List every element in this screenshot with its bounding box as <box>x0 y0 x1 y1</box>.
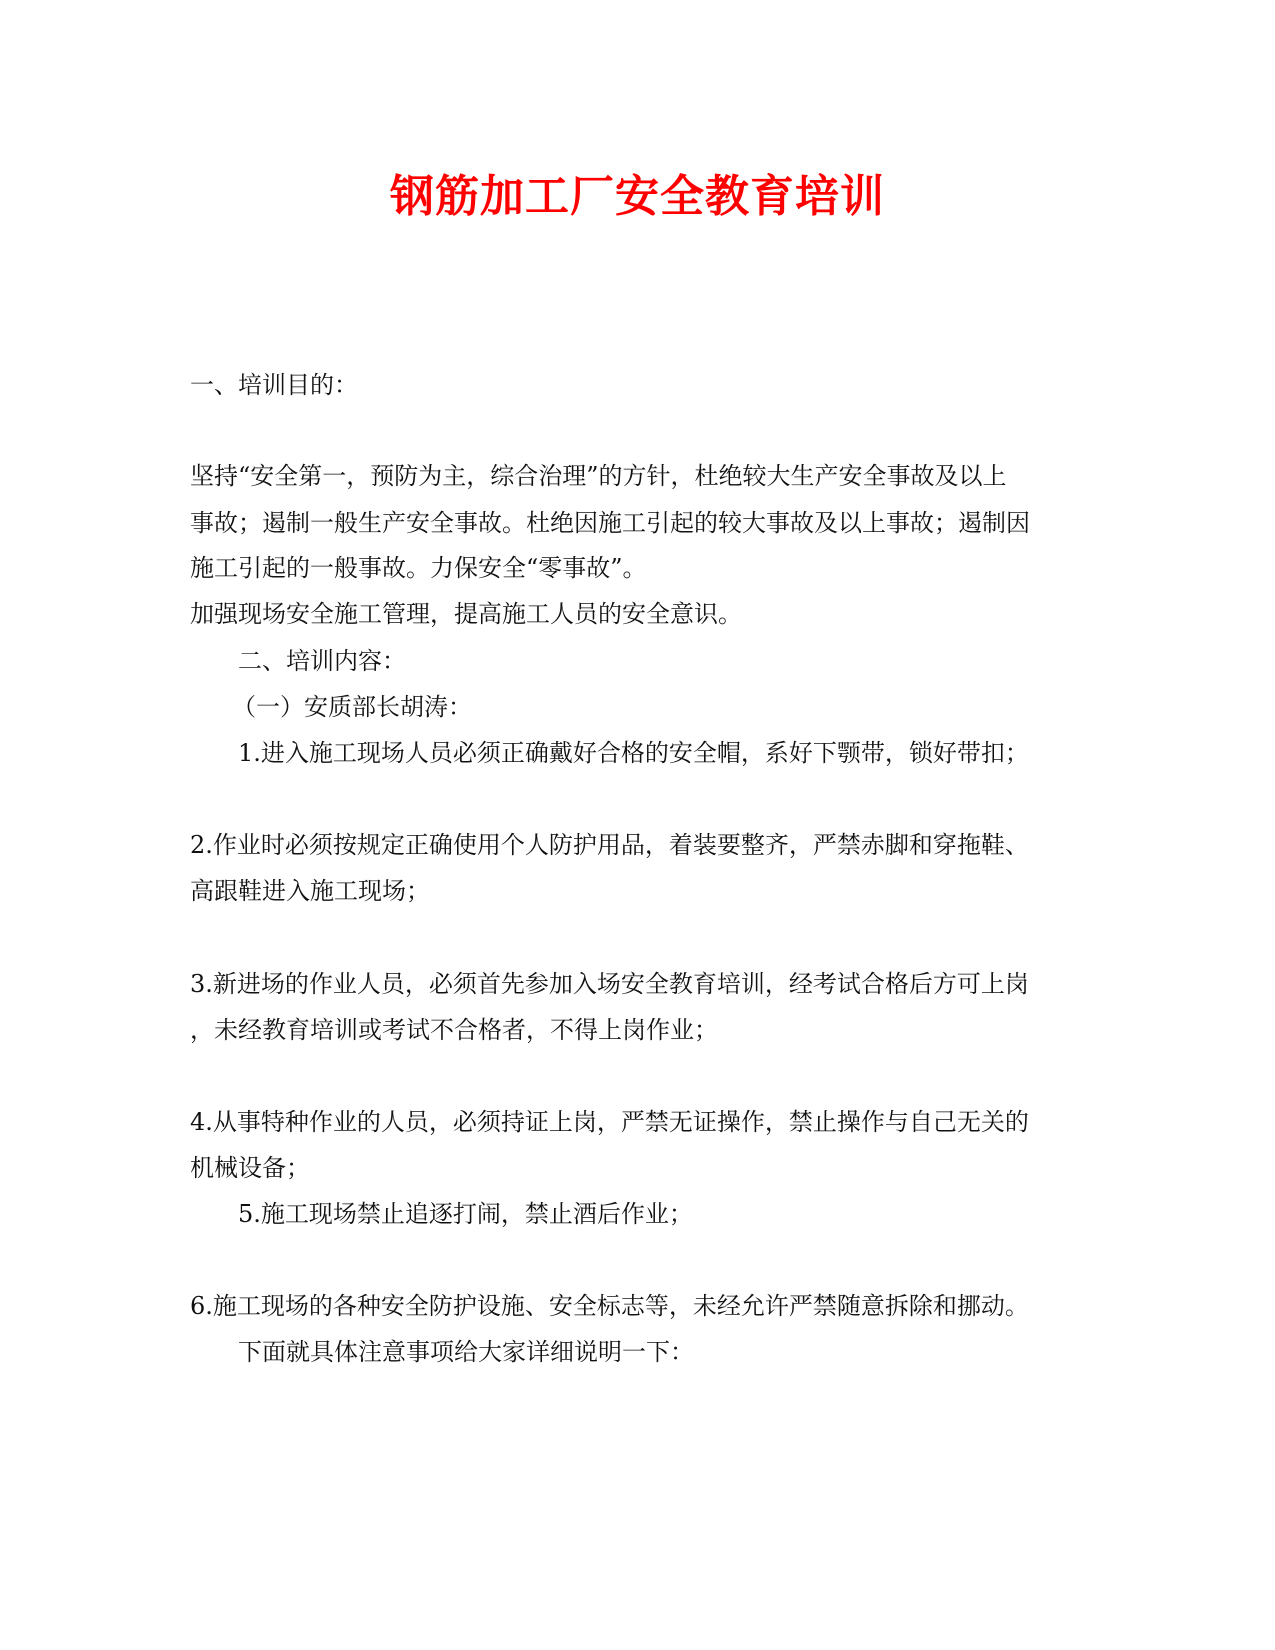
section-heading-purpose: 一、培训目的： <box>190 371 358 399</box>
list-item: 3.新进场的作业人员，必须首先参加入场安全教育培训，经考试合格后方可上岗 <box>190 970 1029 998</box>
section-heading-content: 二、培训内容： <box>238 647 406 675</box>
paragraph-line: 施工引起的一般事故。力保安全“零事故”。 <box>190 554 647 582</box>
list-item: 5.施工现场禁止追逐打闹，禁止酒后作业； <box>238 1200 693 1228</box>
paragraph-line: 事故；遏制一般生产安全事故。杜绝因施工引起的较大事故及以上事故；遏制因 <box>190 509 1030 537</box>
list-item: 2.作业时必须按规定正确使用个人防护用品，着装要整齐，严禁赤脚和穿拖鞋、 <box>190 831 1029 859</box>
closing-line: 下面就具体注意事项给大家详细说明一下： <box>238 1338 694 1366</box>
paragraph-line: 坚持“安全第一，预防为主，综合治理”的方针，杜绝较大生产安全事故及以上 <box>190 462 1007 490</box>
document-title: 钢筋加工厂安全教育培训 <box>390 171 885 222</box>
subsection-heading: （一）安质部长胡涛： <box>232 693 472 721</box>
list-item-continuation: ，未经教育培训或考试不合格者，不得上岗作业； <box>190 1016 718 1044</box>
paragraph-line: 加强现场安全施工管理，提高施工人员的安全意识。 <box>190 600 742 628</box>
list-item-continuation: 高跟鞋进入施工现场； <box>190 877 430 905</box>
list-item: 4.从事特种作业的人员，必须持证上岗，严禁无证操作，禁止操作与自己无关的 <box>190 1108 1029 1136</box>
list-item: 1.进入施工现场人员必须正确戴好合格的安全帽，系好下颚带，锁好带扣； <box>238 739 1029 767</box>
list-item: 6.施工现场的各种安全防护设施、安全标志等，未经允许严禁随意拆除和挪动。 <box>190 1292 1029 1320</box>
list-item-continuation: 机械设备； <box>190 1154 310 1182</box>
